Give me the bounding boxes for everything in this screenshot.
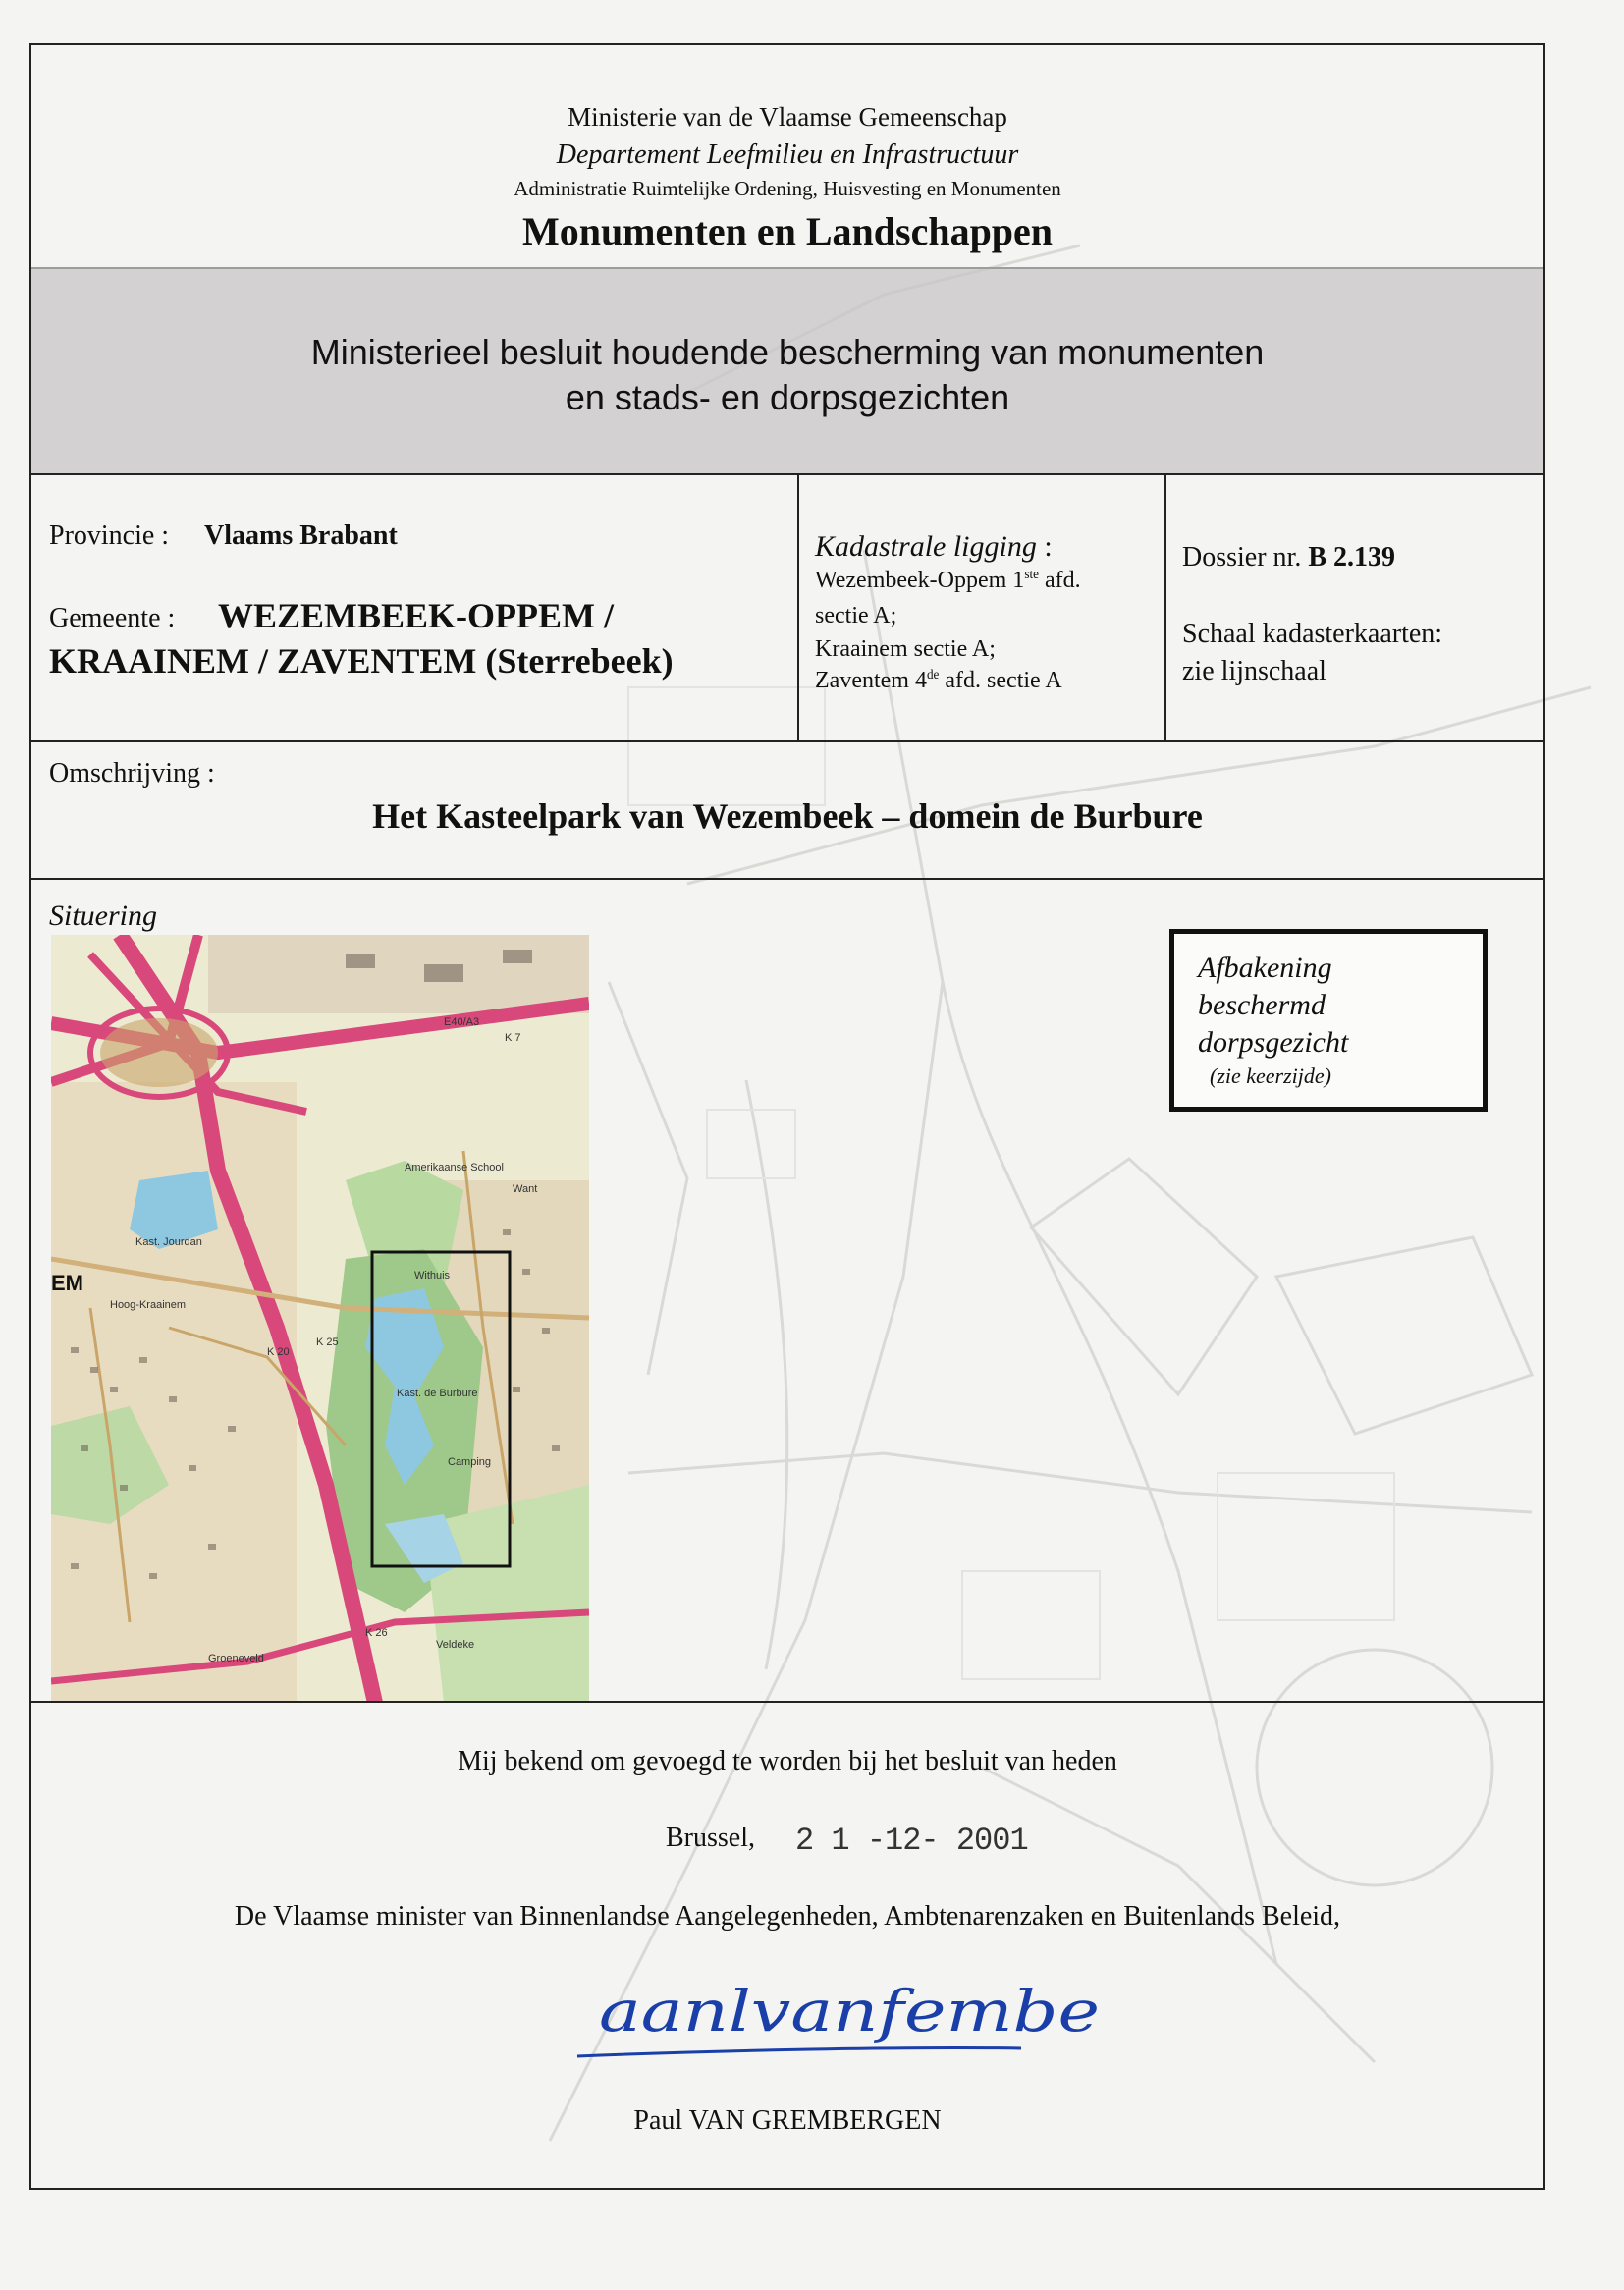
map-label-em: EM (51, 1271, 83, 1295)
scale-label: Schaal kadasterkaarten: (1182, 619, 1443, 649)
decree-title-line-1: Ministerieel besluit houdende bescherming van monumenten (310, 332, 1265, 372)
demarcation-note: (zie keerzijde) (1210, 1063, 1331, 1088)
department-name: Departement Leefmilieu en Infrastructuur (556, 139, 1019, 170)
cadastral-line-2: sectie A; (815, 603, 897, 628)
footer-notice: Mij bekend om gevoegd te worden bij het besluit van heden (458, 1746, 1117, 1776)
administration-name: Administratie Ruimtelijke Ordening, Huisvesting en Monumenten (514, 177, 1061, 200)
map-label-k7: K 7 (505, 1032, 521, 1044)
dossier-value: B 2.139 (1308, 542, 1396, 572)
cadastral-line-4-suffix: afd. sectie A (939, 668, 1062, 693)
map-label-k20: K 20 (267, 1346, 290, 1358)
date-stamp: 2 1 -12- 2001 (795, 1823, 1028, 1859)
signature-script: aanlvanfembe (599, 1978, 1100, 2045)
signatory-name: Paul VAN GREMBERGEN (633, 2105, 942, 2136)
scale-value: zie lijnschaal (1182, 656, 1326, 686)
signature (569, 1970, 1139, 2078)
dossier-label: Dossier nr. (1182, 542, 1302, 572)
cadastral-line-3: Kraainem sectie A; (815, 636, 996, 662)
map-label-kast-jourdan: Kast. Jourdan (135, 1236, 202, 1248)
cadastral-heading (815, 530, 1053, 564)
decree-title-line-2: en stads- en dorpsgezichten (565, 377, 1010, 417)
topographic-map (51, 935, 589, 1703)
province-value: Vlaams Brabant (204, 520, 398, 551)
description-label: Omschrijving : (49, 758, 215, 789)
demarcation-line-2: beschermd (1198, 989, 1326, 1021)
cadastral-line-1 (815, 568, 1081, 594)
municipality-line-1: WEZEMBEEK-OPPEM / (218, 596, 615, 635)
map-label-veldeke: Veldeke (436, 1639, 475, 1651)
cadastral-line-1-suffix: afd. (1038, 568, 1081, 593)
situation-label: Situering (49, 900, 157, 932)
demarcation-line-3: dorpsgezicht (1198, 1026, 1349, 1059)
cadastral-line-1-sup: ste (1024, 567, 1039, 581)
map-label-camping: Camping (448, 1456, 492, 1468)
cadastral-line-4-text: Zaventem 4 (815, 668, 927, 693)
map-label-groeneveld: Groeneveld (208, 1653, 264, 1664)
map-label-hoog-kraainem: Hoog-Kraainem (110, 1299, 187, 1311)
description-value: Het Kasteelpark van Wezembeek – domein de Burbure (372, 796, 1203, 836)
municipality-line-2: KRAAINEM / ZAVENTEM (Sterrebeek) (49, 641, 674, 681)
demarcation-line-1: Afbakening (1198, 952, 1332, 984)
map-label-k25: K 25 (316, 1336, 339, 1348)
municipality-label: Gemeente : (49, 603, 176, 633)
map-label-withuis: Withuis (414, 1270, 451, 1281)
cadastral-colon: : (1044, 530, 1053, 563)
ministry-name: Ministerie van de Vlaamse Gemeenschap (568, 102, 1007, 132)
map-label-k26: K 26 (365, 1627, 388, 1639)
cadastral-line-4 (815, 668, 1062, 694)
demarcation-box (1169, 929, 1488, 1112)
division-name: Monumenten en Landschappen (521, 209, 1054, 253)
map-label-want: Want (513, 1183, 538, 1195)
cadastral-line-4-sup: de (926, 667, 940, 682)
situation-map (51, 935, 589, 1703)
minister-title: De Vlaamse minister van Binnenlandse Aangelegenheden, Ambtenarenzaken en Buitenlands Beleid, (234, 1901, 1341, 1932)
dossier-number (1182, 542, 1395, 573)
cadastral-label: Kadastrale ligging (815, 530, 1037, 563)
map-label-kast-burbure: Kast. de Burbure (397, 1388, 478, 1399)
map-label-school: Amerikaanse School (405, 1162, 504, 1173)
place-label: Brussel, (666, 1823, 755, 1853)
map-label-e40: E40/A3 (444, 1016, 480, 1028)
province-label: Provincie : (49, 520, 170, 551)
cadastral-line-1-text: Wezembeek-Oppem 1 (815, 568, 1025, 593)
